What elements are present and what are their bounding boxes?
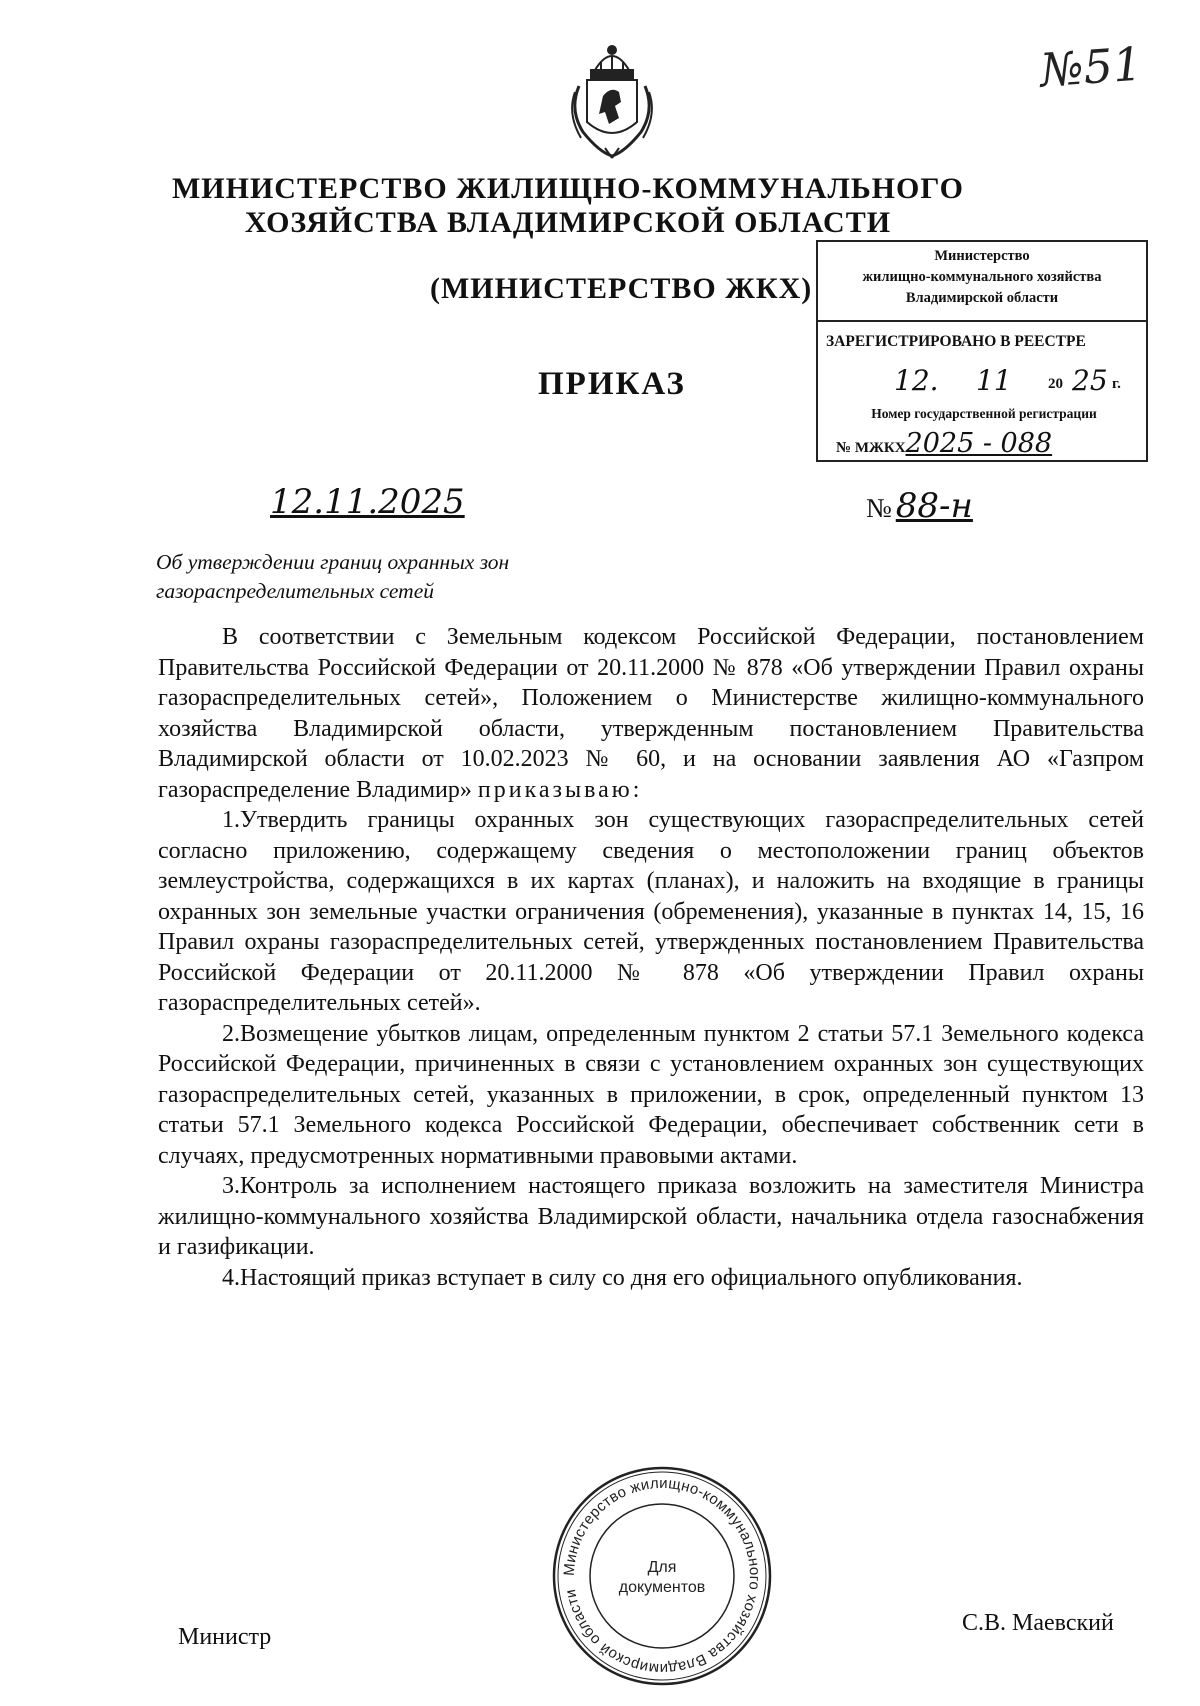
seal-center-line1: Для: [647, 1559, 677, 1576]
stamp-org-line2: жилищно-коммунального хозяйства: [862, 269, 1102, 286]
subject-line1: Об утверждении границ охранных зон: [156, 550, 510, 574]
stamp-date-year-suffix: г.: [1112, 376, 1121, 392]
document-type-title: ПРИКАЗ: [538, 366, 686, 402]
order-number: [866, 486, 973, 526]
body-item-3: 3.Контроль за исполнением настоящего приказа возложить на заместителя Министра жилищно-коммунального хозяйства Владимирской области, начальника отдела газоснабжения и газификации.: [158, 1173, 1144, 1260]
stamp-date-row: [858, 364, 1128, 404]
svg-text:Министерство жилищно-коммуналь: [561, 1475, 763, 1677]
ministry-name-line1: МИНИСТЕРСТВО ЖИЛИЩНО-КОММУНАЛЬНОГО: [171, 172, 965, 205]
order-date: 12.11.2025: [270, 482, 465, 522]
body-item-2: 2.Возмещение убытков лицам, определенным пунктом 2 статьи 57.1 Земельного кодекса Российской Федерации, причиненных в связи с установлением охранных зон существующих газораспределительных сетей, указанных в приложении, в срок, определенный пунктом 13 статьи 57.1 Земельного кодекса Российской Федерации, обеспечивает собственник сети в случаях, предусмотренных нормативными правовыми актами.: [158, 1020, 1144, 1169]
stamp-date-year-prefix: 20: [1048, 376, 1063, 392]
stamp-date-month: 11: [976, 364, 1012, 397]
registration-stamp-org: [818, 242, 1146, 322]
seal-center-line2: документов: [618, 1579, 706, 1596]
round-seal: [550, 1464, 774, 1688]
order-number-value: 88-н: [895, 486, 973, 526]
stamp-date-year: 25: [1072, 364, 1108, 397]
coat-of-arms-icon: [565, 40, 659, 162]
stamp-number-value: 2025 - 088: [905, 428, 1053, 459]
stamp-registered-label: ЗАРЕГИСТРИРОВАНО В РЕЕСТРЕ: [826, 333, 1086, 350]
order-subject: [156, 548, 509, 606]
body-item-1: 1.Утвердить границы охранных зон существующих газораспределительных сетей согласно приложению, содержащему сведения о местоположении границ объектов землеустройства, содержащихся в их картах (планах), и наложить на входящие в границы охранных зон земельные участки ограничения (обременения), указанные в пунктах 14, 15, 16 Правил охраны газораспределительных сетей, утвержденных постановлением Правительства Российской Федерации от 20.11.2000 № 878 «Об утверждении Правил охраны газораспределительных сетей».: [158, 807, 1144, 1016]
stamp-date-day: 12.: [894, 364, 939, 397]
subject-line2: газораспределительных сетей: [156, 579, 434, 604]
stamp-org-line3: Владимирской области: [905, 290, 1059, 307]
stamp-org-line1: Министерство: [934, 248, 1030, 264]
signer-name: С.В. Маевский: [962, 1610, 1114, 1636]
signer-title: Министр: [178, 1624, 272, 1650]
stamp-number-prefix: № МЖКХ: [836, 440, 906, 456]
ministry-name-line2: ХОЗЯЙСТВА ВЛАДИМИРСКОЙ ОБЛАСТИ: [244, 206, 892, 239]
handwritten-note: №51: [1038, 36, 1144, 98]
seal-ring-text: Министерство жилищно-коммунального хозяйства Владимирской области: [560, 1474, 764, 1678]
order-body: [158, 622, 1144, 1293]
stamp-number-label: Номер государственной регистрации: [871, 406, 1097, 421]
body-intro: [158, 622, 1144, 805]
stamp-number-row: [836, 428, 1052, 459]
body-intro-text: В соответствии с Земельным кодексом Российской Федерации, постановлением Правительства Российской Федерации от 20.11.2000 № 878 «Об утверждении Правил охраны газораспределительных сетей», Положением о Министерстве жилищно-коммунального хозяйства Владимирской области, утвержденным постановлением Правительства Владимирской области от 10.02.2023 № 60, и на основании заявления АО «Газпром газораспределение Владимир»: [158, 624, 1144, 803]
order-number-prefix: №: [866, 493, 892, 523]
ministry-short-name: (МИНИСТЕРСТВО ЖКХ): [430, 272, 813, 305]
body-order-word: приказываю:: [477, 776, 643, 803]
body-item-4: 4.Настоящий приказ вступает в силу со дня его официального опубликования.: [222, 1264, 1023, 1291]
registration-stamp: [816, 240, 1148, 462]
